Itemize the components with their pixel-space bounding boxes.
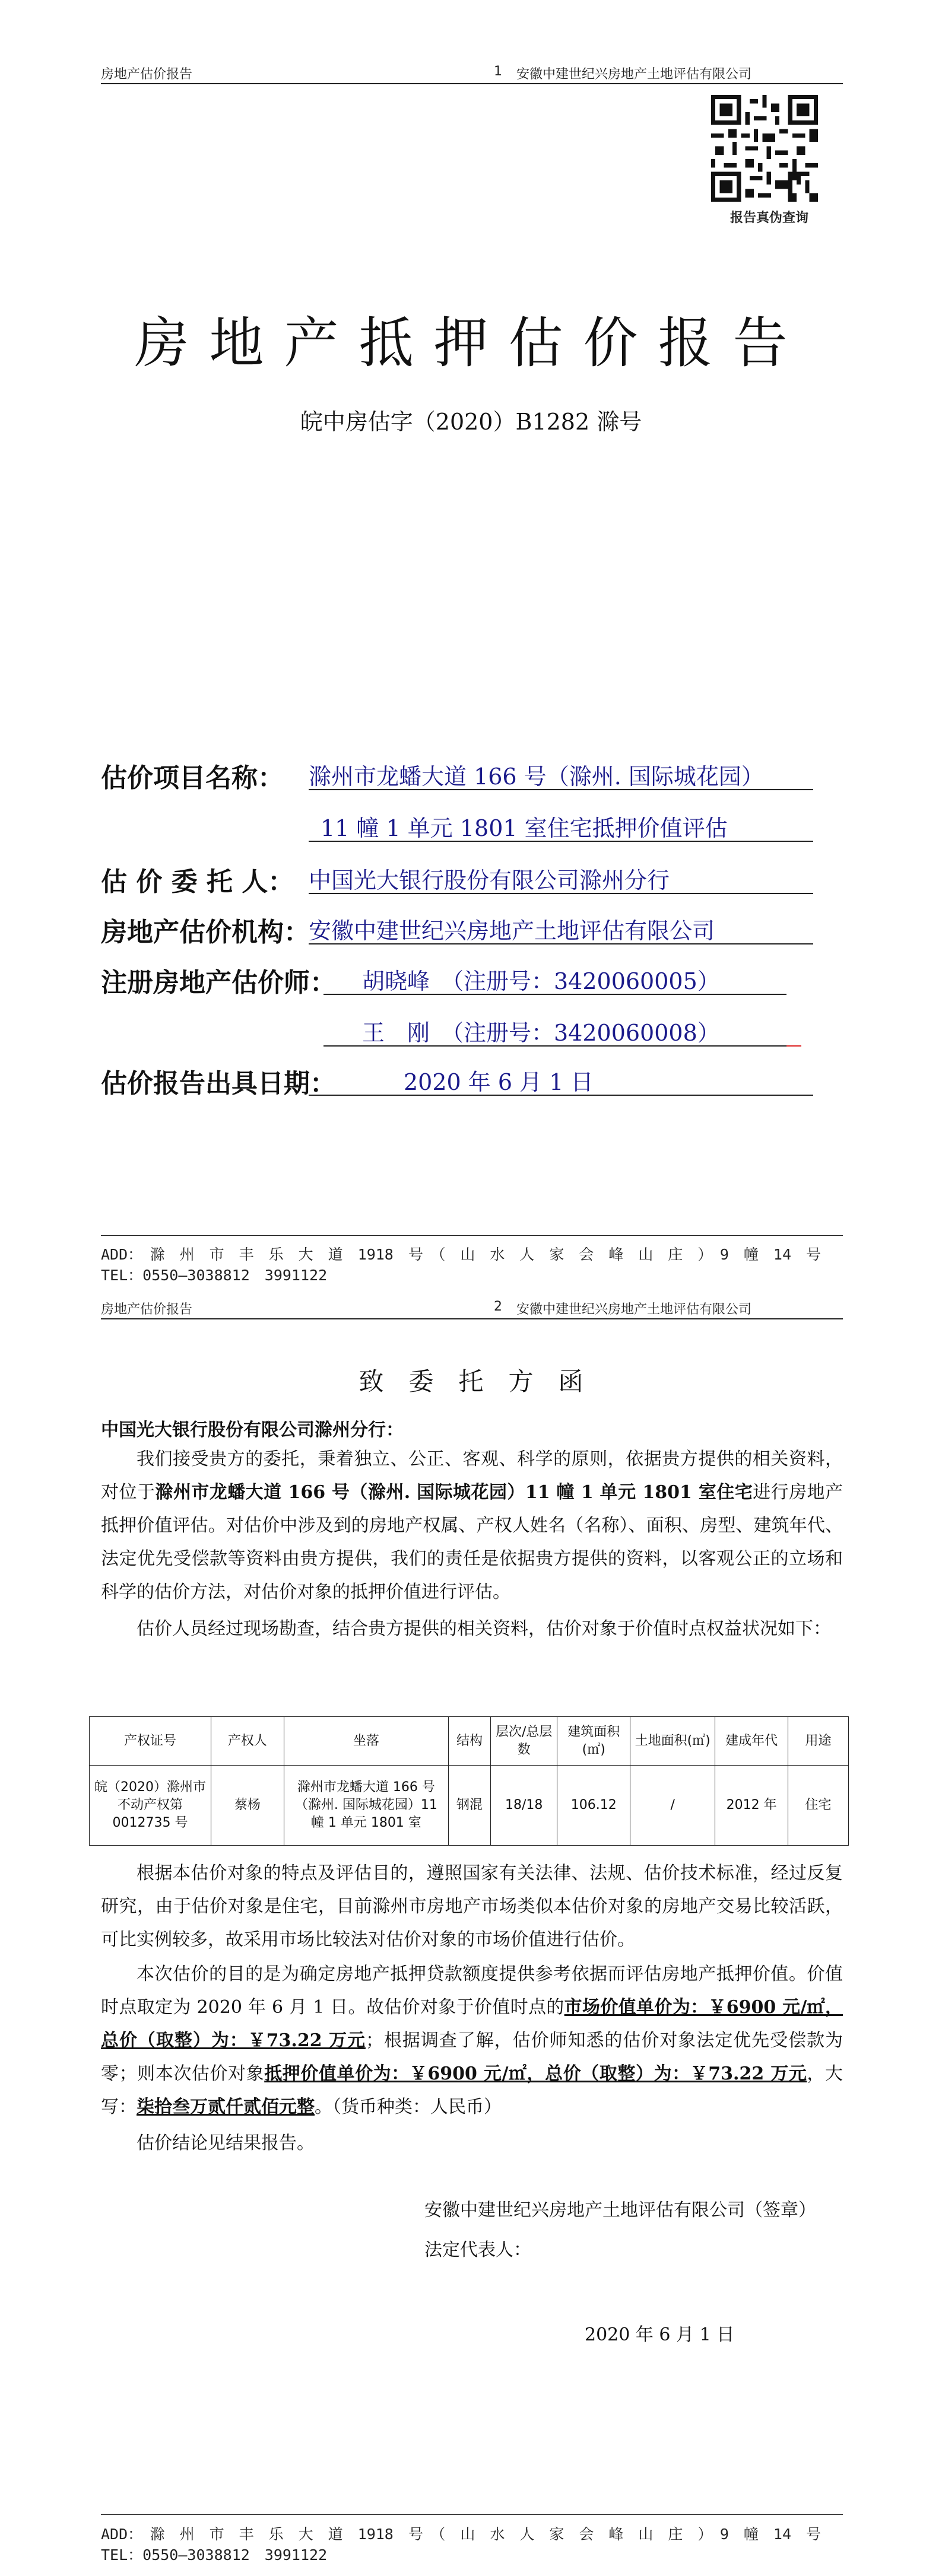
market-value: 市场价值单价为：￥6900 元/㎡，总价（取整）为：￥73.22 万元 [101,1997,843,2051]
footer-tel: TEL：0550—3038812 3991122 [101,2546,328,2564]
property-table [89,1716,849,1846]
header-cell: 建成年代 [715,1717,788,1766]
footer-rule [101,2514,843,2515]
cell-cert-no: 皖（2020）滁州市不动产权第0012735 号 [90,1766,211,1846]
table-header-row [90,1717,849,1766]
project-label: 估价项目名称： [101,763,284,793]
running-header-title: 房地产估价报告 [101,67,193,82]
report-number: 皖中房估字（2020）B1282 滁号 [300,409,642,435]
client-label: 估 价 委 托 人： [101,867,294,897]
running-header-title: 房地产估价报告 [101,1302,193,1317]
cell-location: 滁州市龙蟠大道 166 号（滁州. 国际城花园）11 幢 1 单元 1801 室 [284,1766,448,1846]
underline [309,1095,813,1096]
signature-date: 2020 年 6 月 1 日 [585,2324,735,2345]
paragraph-3: 根据本估价对象的特点及评估目的，遵照国家有关法律、法规、估价技术标准，经过反复研究，由于估价对象是住宅，目前滁州市房地产市场类似本估价对象的房地产交易比较活跃，可比实例较多，故采用市场比较法对估价对象的市场价值进行估价。 [101,1863,843,1950]
table-row [90,1766,849,1846]
project-value-line2: 11 幢 1 单元 1801 室住宅抵押价值评估 [321,815,728,841]
qr-caption: 报告真伪查询 [730,211,809,225]
footer-tel: TEL：0550—3038812 3991122 [101,1267,328,1284]
paragraph-2: 估价人员经过现场勘查，结合贵方提供的相关资料，估价对象于价值时点权益状况如下： [137,1618,831,1639]
addressee: 中国光大银行股份有限公司滁州分行： [101,1420,404,1440]
header-cell: 用途 [788,1717,848,1766]
paragraph-4 [101,1958,843,2124]
p4-text-end: 。（货币种类：人民币） [315,2097,502,2117]
header-cell: 坐落 [284,1717,448,1766]
project-value-line1: 滁州市龙蟠大道 166 号（滁州. 国际城花园） [309,764,764,790]
underline [323,1045,786,1047]
footer-address: ADD： 滁 州 市 丰 乐 大 道 1918 号 （ 山 水 人 家 会 峰 山 庄 ） 9 幢 14 号 [101,1246,822,1263]
mortgage-value: 抵押价值单价为：￥6900 元/㎡，总价（取整）为：￥73.22 万元 [264,2063,807,2084]
cell-building-area: 106.12 [557,1766,630,1846]
header-cell: 建筑面积(㎡) [557,1717,630,1766]
header-rule [101,83,843,84]
underline [309,841,813,842]
cell-structure: 钢混 [448,1766,490,1846]
letter-title: 致 委 托 方 函 [359,1367,583,1396]
appraiser-1: 胡晓峰 （注册号：3420060005） [362,968,720,994]
legal-representative: 法定代表人： [424,2240,531,2260]
paragraph-1 [101,1443,843,1609]
issue-date-value: 2020 年 6 月 1 日 [404,1069,594,1095]
underline [309,789,813,790]
p4-text-cont: ；根据调查了解，估价师知悉的估价对象法定优先受偿款为零；则本次估价对象 [101,2030,843,2084]
signature-company: 安徽中建世纪兴房地产土地评估有限公司（签章） [424,2200,816,2221]
red-mark [786,1045,801,1047]
running-header-company: 安徽中建世纪兴房地产土地评估有限公司 [516,67,752,82]
agency-value: 安徽中建世纪兴房地产土地评估有限公司 [309,918,715,944]
running-header-company: 安徽中建世纪兴房地产土地评估有限公司 [516,1302,752,1317]
header-cell: 土地面积(㎡) [630,1717,715,1766]
underline [323,994,786,995]
header-rule [101,1318,843,1319]
p1-text: 我们接受贵方的委托，秉着独立、公正、客观、科学的原则，依据贵方提供的相关资料，对位于 [101,1449,843,1503]
cell-use: 住宅 [788,1766,848,1846]
page-number: 1 [494,64,502,79]
cell-owner: 蔡杨 [211,1766,284,1846]
amount-in-words: 柒拾叁万贰仟贰佰元整 [137,2097,315,2117]
header-cell: 产权人 [211,1717,284,1766]
paragraph-5: 估价结论见结果报告。 [137,2133,315,2154]
agency-label: 房地产估价机构： [101,917,310,947]
qr-code[interactable] [711,95,818,202]
report-title: 房地产抵押估价报告 [134,311,808,375]
header-cell: 层次/总层数 [491,1717,557,1766]
p1-text-cont: 进行房地产抵押价值评估。对估价中涉及到的房地产权属、产权人姓名（名称）、面积、房型、建筑年代、法定优先受偿款等资料由贵方提供，我们的责任是依据贵方提供的资料，以客观公正的立场和科学的估价方法，对估价对象的抵押价值进行评估。 [101,1482,843,1602]
p4-text: 本次估价的目的是为确定房地产抵押贷款额度提供参考依据而评估房地产抵押价值。价值时点取定为 2020 年 6 月 1 日。故估价对象于价值时点的 [101,1964,843,2018]
footer-rule [101,1235,843,1236]
p4-text-cont: ，大写： [101,2063,843,2117]
header-cell: 产权证号 [90,1717,211,1766]
cell-floor: 18/18 [491,1766,557,1846]
appraiser-label: 注册房地产估价师： [101,968,336,998]
cell-land-area: / [630,1766,715,1846]
underline [309,893,813,894]
issue-date-label: 估价报告出具日期： [101,1068,336,1099]
header-cell: 结构 [448,1717,490,1766]
cell-year: 2012 年 [715,1766,788,1846]
appraiser-2: 王 刚 （注册号：3420060008） [362,1020,720,1046]
footer-address: ADD： 滁 州 市 丰 乐 大 道 1918 号 （ 山 水 人 家 会 峰 山 庄 ） 9 幢 14 号 [101,2526,822,2543]
page-number: 2 [494,1299,502,1314]
p1-subject-address: 滁州市龙蟠大道 166 号（滁州. 国际城花园）11 幢 1 单元 1801 室住宅 [155,1482,753,1503]
client-value: 中国光大银行股份有限公司滁州分行 [309,867,670,893]
underline [309,943,813,944]
